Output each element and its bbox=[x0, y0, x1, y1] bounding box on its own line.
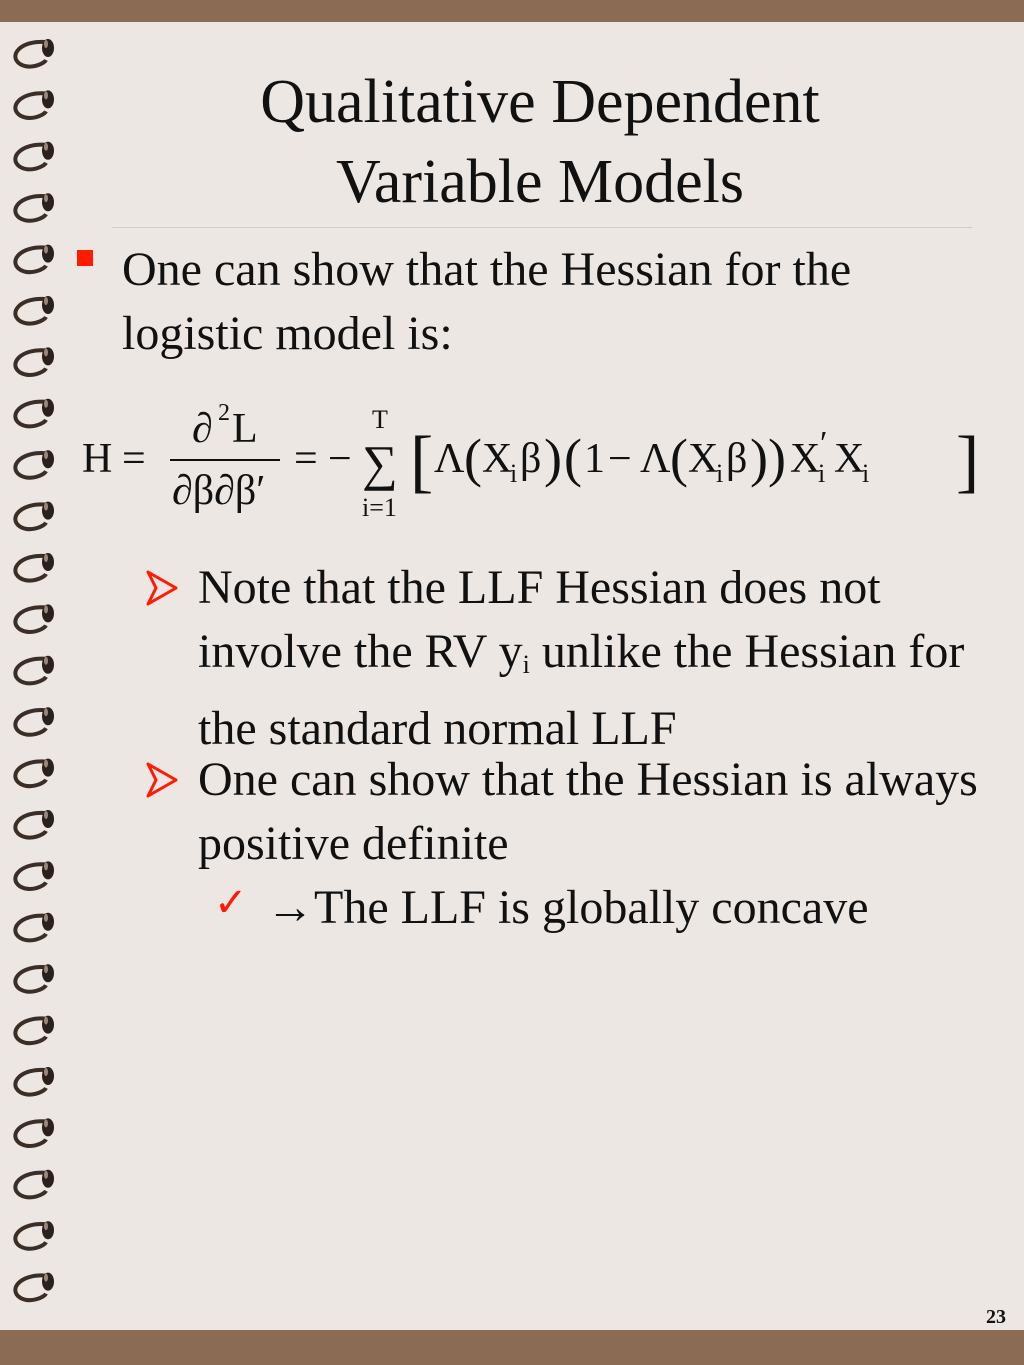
page-number: 23 bbox=[986, 1306, 1006, 1328]
spiral-ring-icon bbox=[15, 759, 54, 787]
sub-sub-bullet-concave: →The LLF is globally concave bbox=[266, 881, 869, 934]
formula-rparen-3: ) bbox=[750, 428, 768, 488]
formula-lparen-1: ( bbox=[464, 428, 482, 488]
formula-X-2: X bbox=[688, 436, 719, 482]
formula-minus: − bbox=[328, 436, 352, 482]
sub-bullet-llf-hessian-part1: Note that the LLF Hessian does not involve the RV y bbox=[198, 561, 881, 678]
spiral-ring-icon bbox=[15, 913, 54, 941]
formula-sum-upper: T bbox=[372, 405, 388, 434]
formula-lambda-2: Λ bbox=[640, 436, 671, 482]
formula-sub-i-2: i bbox=[716, 459, 724, 488]
spiral-ring-icon bbox=[15, 1221, 54, 1249]
spiral-binding-icon bbox=[0, 0, 70, 1365]
spiral-ring-icon bbox=[15, 861, 54, 889]
formula-right-bracket: ] bbox=[956, 423, 980, 500]
formula-X-4: X bbox=[834, 436, 865, 482]
slide-title bbox=[110, 62, 970, 222]
spiral-ring-icon bbox=[15, 1273, 54, 1301]
spiral-ring-icon bbox=[15, 193, 54, 221]
formula-num-partial: ∂ bbox=[192, 406, 213, 452]
formula-sigma: ∑ bbox=[362, 435, 398, 491]
spiral-ring-icon bbox=[15, 1170, 54, 1198]
sub-bullet-llf-hessian-part2: unlike the Hessian for the standard normal LLF bbox=[198, 625, 965, 755]
spiral-ring-icon bbox=[15, 347, 54, 375]
sub-bullet-llf-hessian bbox=[198, 556, 988, 761]
square-bullet-icon bbox=[77, 250, 93, 266]
formula-num-exp: 2 bbox=[218, 400, 230, 426]
hessian-formula bbox=[80, 392, 980, 522]
formula-left-bracket: [ bbox=[410, 423, 434, 500]
spiral-ring-icon bbox=[15, 604, 54, 632]
formula-sub-i-3: i bbox=[818, 459, 826, 488]
spiral-ring-icon bbox=[15, 1016, 54, 1044]
formula-minus-2: − bbox=[608, 436, 632, 482]
spiral-ring-icon bbox=[15, 1118, 54, 1146]
title-divider bbox=[112, 227, 972, 228]
formula-lparen-2: ( bbox=[564, 428, 582, 488]
arrow-bullet-icon bbox=[144, 568, 180, 608]
formula-beta-2: β bbox=[726, 436, 748, 482]
spiral-ring-icon bbox=[15, 810, 54, 838]
formula-sub-i-1: i bbox=[510, 459, 518, 488]
subscript-i: i bbox=[522, 650, 530, 679]
spiral-ring-icon bbox=[15, 399, 54, 427]
spiral-ring-icon bbox=[15, 245, 54, 273]
formula-sum-lower: i=1 bbox=[362, 493, 397, 522]
formula-equals-2: = bbox=[294, 436, 318, 482]
sub-bullet-positive-definite: One can show that the Hessian is always positive definite bbox=[198, 753, 978, 870]
formula-denominator: ∂β∂β′ bbox=[172, 468, 266, 514]
bullet-text-hessian-intro: One can show that the Hessian for the logistic model is: bbox=[122, 243, 852, 360]
formula-rparen-1: ) bbox=[544, 428, 562, 488]
spiral-ring-icon bbox=[15, 90, 54, 118]
formula-X-1: X bbox=[482, 436, 513, 482]
spiral-ring-icon bbox=[15, 553, 54, 581]
formula-beta-1: β bbox=[520, 436, 542, 482]
formula-rparen-2: ) bbox=[768, 428, 786, 488]
title-line-2: Variable Models bbox=[335, 148, 745, 216]
formula-num-L: L bbox=[232, 406, 258, 452]
spiral-ring-icon bbox=[15, 1067, 54, 1095]
formula-one: 1 bbox=[584, 436, 605, 482]
spiral-ring-icon bbox=[15, 964, 54, 992]
formula-H: H bbox=[82, 436, 113, 482]
arrow-bullet-icon bbox=[144, 760, 180, 800]
spiral-ring-icon bbox=[15, 502, 54, 530]
spiral-ring-icon bbox=[15, 142, 54, 170]
formula-prime: ′ bbox=[820, 425, 828, 462]
formula-equals-1: = bbox=[122, 436, 146, 482]
formula-lambda-1: Λ bbox=[434, 436, 465, 482]
spiral-ring-icon bbox=[15, 707, 54, 735]
title-line-1: Qualitative Dependent bbox=[260, 68, 820, 136]
spiral-ring-icon bbox=[15, 450, 54, 478]
spiral-ring-icon bbox=[15, 296, 54, 324]
spiral-ring-icon bbox=[15, 656, 54, 684]
formula-X-3: X bbox=[790, 436, 821, 482]
formula-sub-i-4: i bbox=[862, 459, 870, 488]
spiral-ring-icon bbox=[15, 39, 54, 67]
checkmark-icon: ✓ bbox=[214, 880, 248, 926]
formula-lparen-3: ( bbox=[670, 428, 688, 488]
